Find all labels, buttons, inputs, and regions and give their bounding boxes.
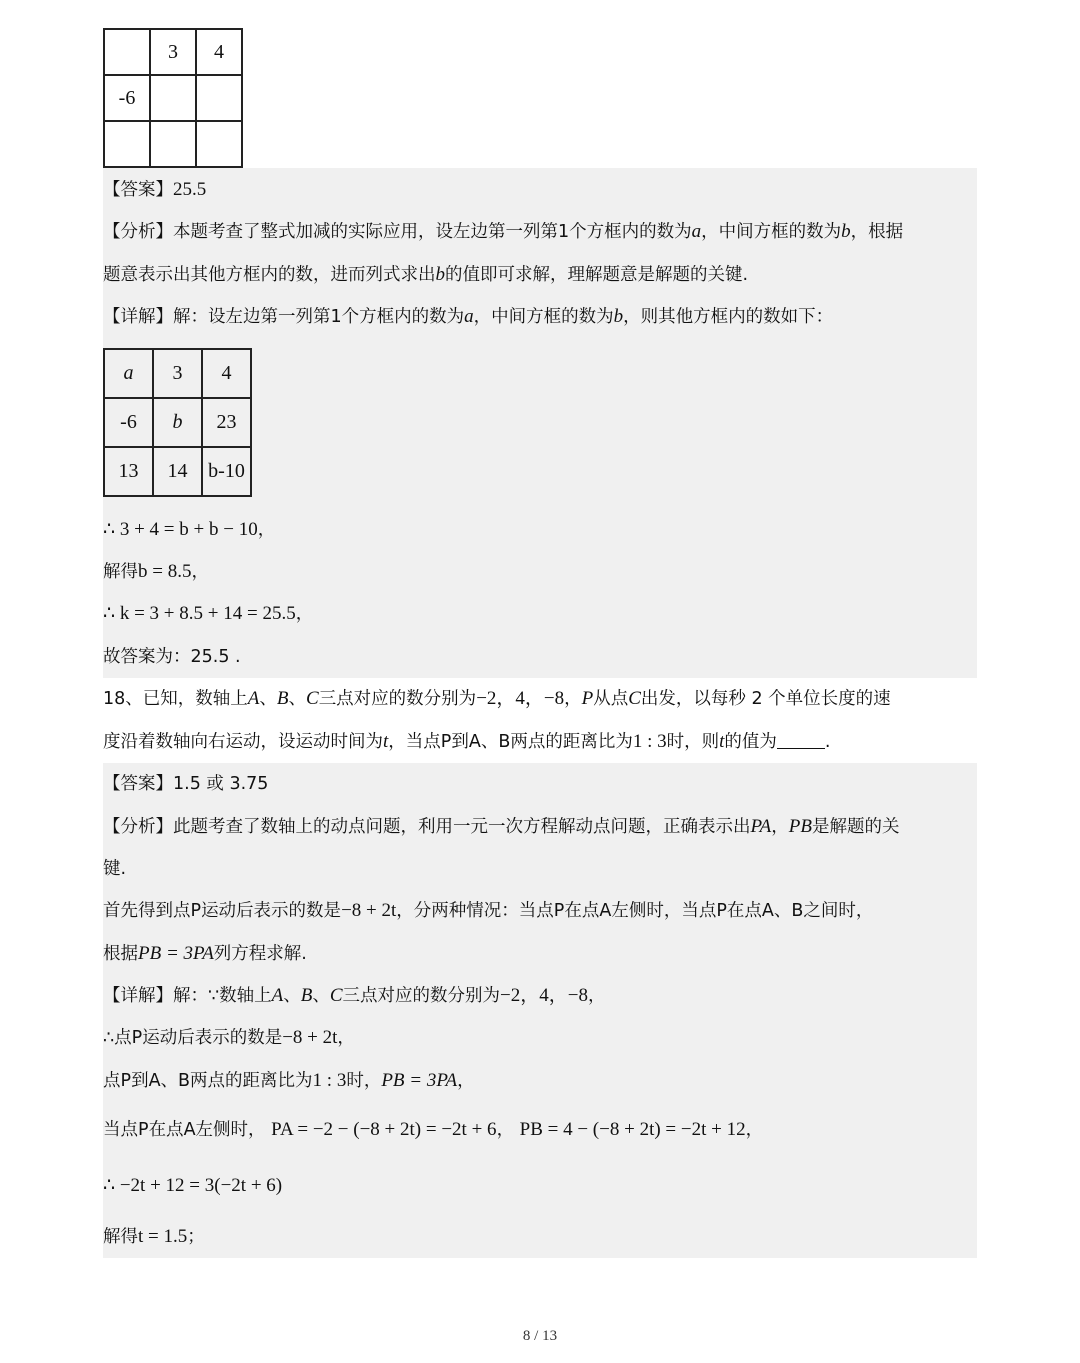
derivation-line: ∴点P运动后表示的数是−8 + 2t， (103, 1027, 355, 1048)
grid-cell (104, 121, 150, 167)
grid-cell: 13 (104, 447, 153, 496)
grid-cell: b-10 (202, 447, 251, 496)
detail-line-q17: 【详解】解：设左边第一列第1个方框内的数为a，中间方框的数为b，则其他方框内的数如下： (103, 306, 834, 327)
page-number: 8 / 13 (522, 1328, 558, 1344)
answer-line-q17: 【答案】25.5 (103, 179, 207, 200)
grid-cell (150, 121, 196, 167)
detail-line-q18: 【详解】解：∵数轴上A、B、C三点对应的数分别为−2，4，−8， (103, 985, 606, 1006)
grid-cell: 3 (150, 29, 196, 75)
equation-line: ∴ k = 3 + 8.5 + 14 = 25.5， (103, 603, 314, 624)
case-line: 当点P在点A左侧时， PA = −2 − (−8 + 2t) = −2t + 6， PB = 4 − (−8 + 2t) = −2t + 12， (103, 1119, 764, 1140)
derivation-line: 点P到A、B两点的距离比为1 : 3时，PB = 3PA， (103, 1070, 475, 1091)
analysis-line2-q18: 键. (103, 859, 127, 879)
grid-cell: -6 (104, 75, 150, 121)
solve-line: 解得t = 1.5； (103, 1226, 205, 1247)
answer-blank (777, 730, 825, 749)
grid-cell (196, 75, 242, 121)
question-18-line1: 18、已知，数轴上A、B、C三点对应的数分别为−2，4，−8，P从点C出发，以每秒 2 个单位长度的速 (103, 688, 891, 709)
grid-cell: b (153, 398, 202, 447)
grid-cell: 3 (153, 349, 202, 398)
grid-cell (104, 29, 150, 75)
grid-cell: 4 (196, 29, 242, 75)
method-line: 首先得到点P运动后表示的数是−8 + 2t，分两种情况：当点P在点A左侧时，当点P在点A、B之间时， (103, 900, 874, 921)
solve-line: 解得b = 8.5， (103, 561, 209, 582)
equation-line: ∴ 3 + 4 = b + b − 10， (103, 519, 276, 540)
grid-cell: 4 (202, 349, 251, 398)
grid-cell (150, 75, 196, 121)
grid-cell: 14 (153, 447, 202, 496)
analysis-line-q17: 【分析】本题考查了整式加减的实际应用，设左边第一列第1个方框内的数为a，中间方框的数为b，根据 (103, 221, 904, 242)
grid-cell: 23 (202, 398, 251, 447)
number-grid-question (103, 28, 243, 168)
final-answer-line: 故答案为：25.5 . (103, 647, 241, 667)
equation-line: ∴ −2t + 12 = 3(−2t + 6) (103, 1175, 283, 1196)
analysis-line-q18: 【分析】此题考查了数轴上的动点问题，利用一元一次方程解动点问题，正确表示出PA，PB是解题的关 (103, 816, 900, 837)
analysis-line2-q17: 题意表示出其他方框内的数，进而列式求出b的值即可求解，理解题意是解题的关键. (103, 264, 749, 285)
grid-cell (196, 121, 242, 167)
question-18-line2: 度沿着数轴向右运动，设运动时间为t，当点P到A、B两点的距离比为1 : 3时，则t的值为 . (103, 731, 831, 752)
grid-cell: a (104, 349, 153, 398)
answer-line-q18: 【答案】1.5 或 3.75 (103, 774, 269, 794)
number-grid-solution (103, 348, 252, 497)
basis-line: 根据PB = 3PA列方程求解. (103, 943, 307, 964)
grid-cell: -6 (104, 398, 153, 447)
